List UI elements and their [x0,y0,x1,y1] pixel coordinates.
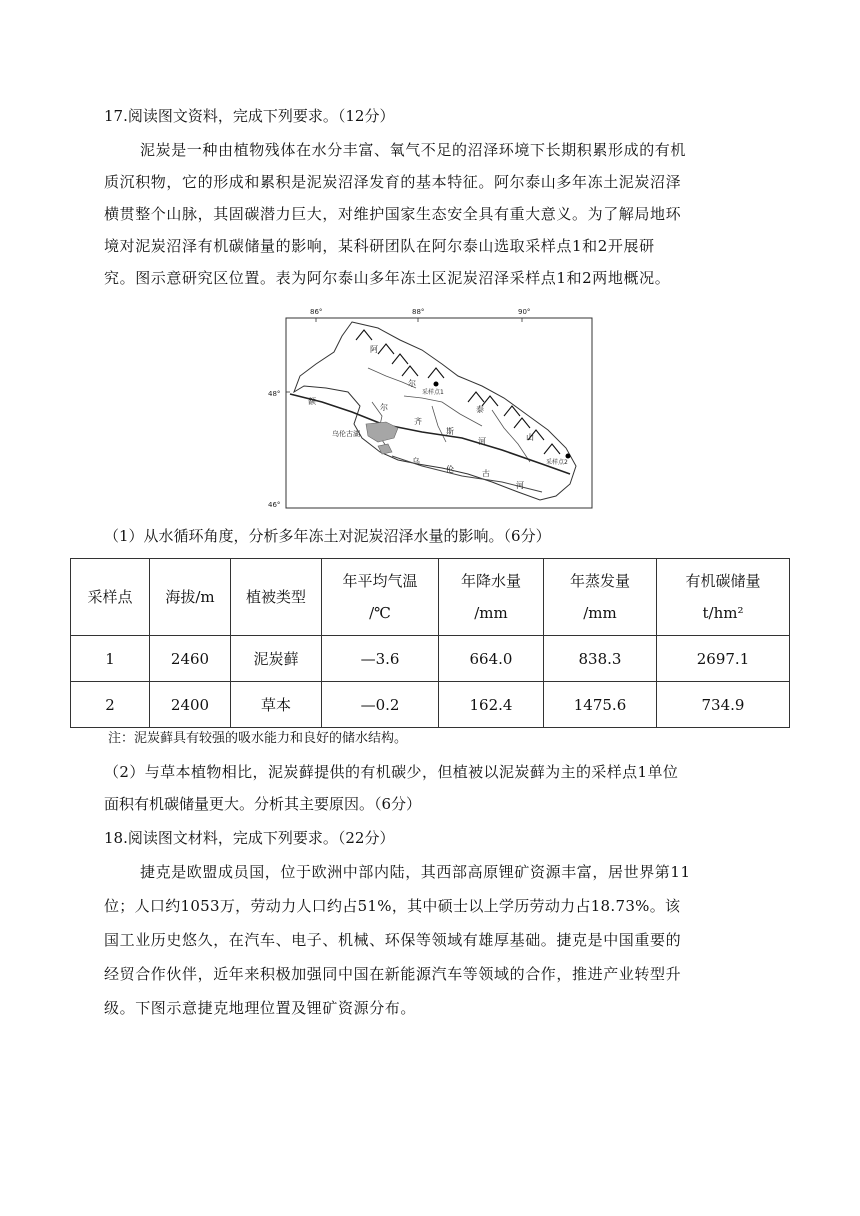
lake-label: 乌伦古湖 [332,430,360,438]
map-char-9: 河 [478,437,486,446]
header-cell: 海拔/m [150,559,231,636]
lat-label-46: 46° [268,501,281,509]
table-cell: 162.4 [439,682,544,728]
q17-para-line-2: 质沉积物，它的形成和累积是泥炭沼泽发育的基本特征。阿尔泰山多年冻土泥炭沼泽 [104,173,682,191]
table-cell: —3.6 [322,636,439,682]
table-note: 注：泥炭藓具有较强的吸水能力和良好的储水结构。 [108,731,408,746]
map-char-13: 河 [516,481,524,490]
study-area-map [268,306,596,512]
q17-para-line-4: 境对泥炭沼泽有机碳储量的影响，某科研团队在阿尔泰山选取采样点1和2开展研 [104,237,655,255]
header-cell: 年平均气温 /℃ [322,559,439,636]
map-char-10: 乌 [412,457,420,466]
sample-point-1-marker [434,382,439,387]
map-char-12: 古 [482,469,490,478]
q17-sub-question-1: （1）从水循环角度，分析多年冻土对泥炭沼泽水量的影响。（6分） [104,527,551,545]
sample-point-2-marker [566,454,571,459]
map-char-2: 尔 [408,379,416,388]
table-cell: —0.2 [322,682,439,728]
q18-para-line-4: 经贸合作伙伴，近年来积极加强同中国在新能源汽车等领域的合作，推进产业转型升 [104,965,682,983]
q18-para-line-3: 国工业历史悠久，在汽车、电子、机械、环保等领域有雄厚基础。捷克是中国重要的 [104,931,682,949]
map-char-6: 尔 [380,403,388,412]
map-char-7: 齐 [414,417,422,426]
lon-label-86: 86° [310,308,323,316]
header-cell: 植被类型 [231,559,322,636]
q17-para-line-5: 究。图示意研究区位置。表为阿尔泰山多年冻土区泥炭沼泽采样点1和2两地概况。 [104,269,671,287]
header-cell: 年降水量 /mm [439,559,544,636]
map-char-8: 斯 [446,427,454,436]
table-cell: 734.9 [657,682,790,728]
map-char-1: 阿 [370,345,378,354]
q17-sub-question-2-line-2: 面积有机碳储量更大。分析其主要原因。（6分） [104,795,422,813]
map-char-11: 伦 [446,465,454,474]
lat-label-48: 48° [268,390,281,398]
table-cell: 2400 [150,682,231,728]
table-cell: 1475.6 [544,682,657,728]
table-cell: 2 [71,682,150,728]
map-char-5: 额 [308,397,316,406]
table-cell: 2697.1 [657,636,790,682]
sample-point-1-label: 采样点1 [422,389,444,396]
q18-para-line-5: 级。下图示意捷克地理位置及锂矿资源分布。 [104,999,417,1017]
header-cell: 年蒸发量 /mm [544,559,657,636]
lon-label-90: 90° [518,308,531,316]
table-header-row [71,559,790,636]
table-row [71,682,790,728]
map-char-4: 山 [526,433,534,442]
table-cell: 泥炭藓 [231,636,322,682]
q17-para-line-3: 横贯整个山脉，其固碳潜力巨大，对维护国家生态安全具有重大意义。为了解局地环 [104,205,682,223]
q18-heading: 18.阅读图文材料，完成下列要求。（22分） [104,829,395,847]
header-cell: 采样点 [71,559,150,636]
lon-label-88: 88° [412,308,425,316]
sampling-sites-table [70,558,790,728]
table-row [71,636,790,682]
map-char-3: 泰 [476,405,484,414]
sample-point-2-label: 采样点2 [546,459,568,466]
table-cell: 草本 [231,682,322,728]
region-outline [294,322,576,500]
table-cell: 1 [71,636,150,682]
q17-sub-question-2-line-1: （2）与草本植物相比，泥炭藓提供的有机碳少，但植被以泥炭藓为主的采样点1单位 [104,763,679,781]
table-cell: 664.0 [439,636,544,682]
ulungur-lake [366,422,398,442]
q18-para-line-2: 位；人口约1053万，劳动力人口约占51%，其中硕士以上学历劳动力占18.73%。该 [104,897,681,915]
map-frame [286,318,592,508]
q17-heading: 17.阅读图文资料，完成下列要求。（12分） [104,107,395,125]
table-cell: 2460 [150,636,231,682]
table-cell: 838.3 [544,636,657,682]
header-cell: 有机碳储量 t/hm² [657,559,790,636]
q18-para-line-1: 捷克是欧盟成员国，位于欧洲中部内陆，其西部高原锂矿资源丰富，居世界第11 [140,863,691,881]
q17-para-line-1: 泥炭是一种由植物残体在水分丰富、氧气不足的沼泽环境下长期积累形成的有机 [140,141,687,159]
